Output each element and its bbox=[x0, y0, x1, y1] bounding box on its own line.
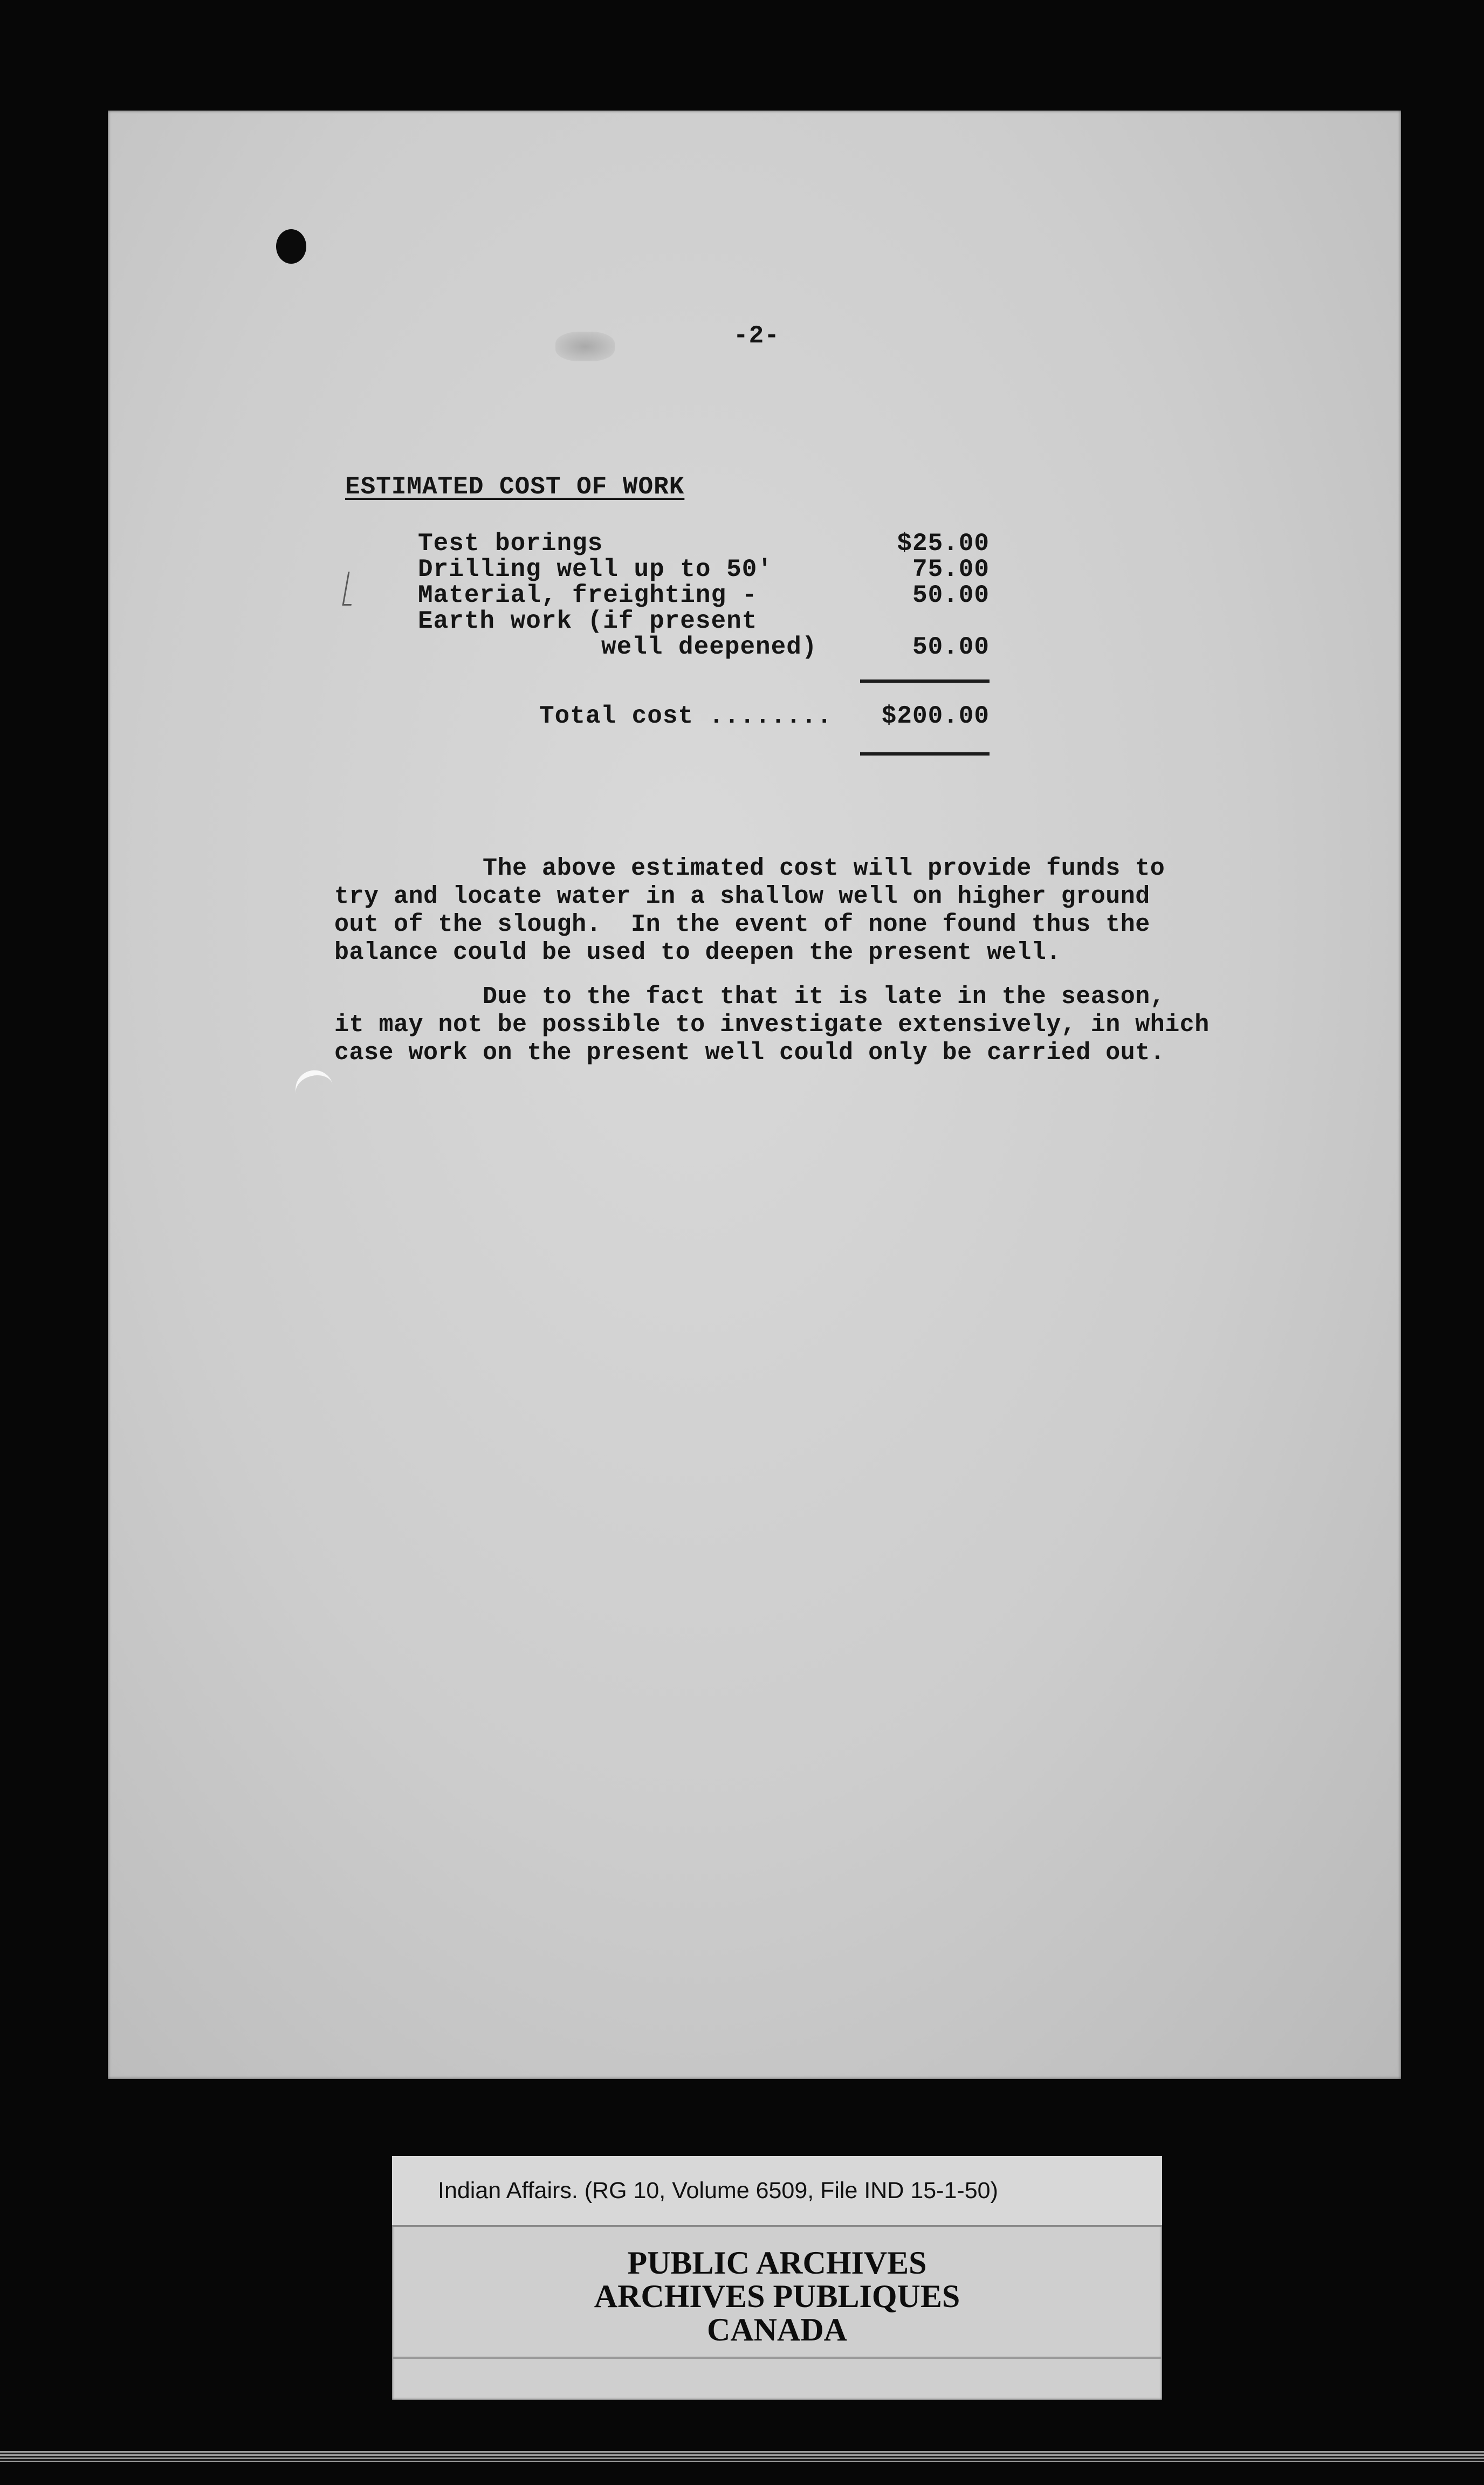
archives-label bbox=[392, 2156, 1162, 2400]
label-bottom-strip bbox=[392, 2357, 1162, 2359]
cost-item-description: Material, freighting - bbox=[418, 581, 758, 609]
archive-name-english: PUBLIC ARCHIVES bbox=[627, 2245, 927, 2281]
archive-name-french: ARCHIVES PUBLIQUES bbox=[594, 2278, 960, 2314]
cost-item-amount: 75.00 bbox=[912, 555, 990, 584]
cost-heading: ESTIMATED COST OF WORK bbox=[345, 473, 685, 501]
film-edge-stripes bbox=[0, 2451, 1484, 2462]
paper-stain bbox=[555, 332, 615, 361]
label-divider bbox=[392, 2225, 1162, 2227]
cost-item-amount: 50.00 bbox=[912, 633, 990, 661]
cost-item-amount: 50.00 bbox=[912, 581, 990, 609]
cost-item-description: Drilling well up to 50' bbox=[418, 555, 773, 584]
total-underline bbox=[860, 752, 990, 756]
subtotal-rule bbox=[860, 679, 990, 683]
cost-item-description: well deepened) bbox=[601, 633, 817, 661]
cost-item-description: Earth work (if present bbox=[418, 607, 758, 635]
archive-source-reference: Indian Affairs. (RG 10, Volume 6509, File IND 15-1-50) bbox=[438, 2178, 998, 2203]
punch-hole bbox=[276, 229, 306, 264]
cost-item-description: Test borings bbox=[418, 530, 603, 558]
cost-item-amount: $25.00 bbox=[897, 530, 990, 558]
total-label: Total cost ........ bbox=[539, 702, 833, 730]
page-number: -2- bbox=[733, 322, 780, 350]
archive-country: CANADA bbox=[707, 2312, 847, 2347]
paragraph-estimate: The above estimated cost will provide funds to try and locate water in a shallow well on higher ground out of the slough. In the event of none found thus the balance could be used to deepen the present well. bbox=[334, 855, 1165, 966]
paragraph-season: Due to the fact that it is late in the season, it may not be possible to investigate extensively, in which case work on the present well could only be carried out. bbox=[334, 983, 1210, 1067]
total-amount: $200.00 bbox=[881, 702, 990, 730]
